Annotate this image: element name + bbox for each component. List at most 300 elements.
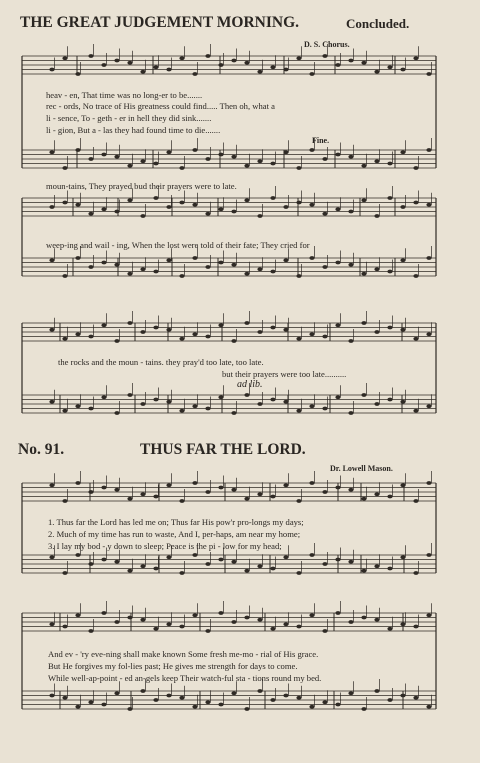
note-head [387, 627, 392, 631]
note-head [400, 400, 405, 404]
note-head [75, 148, 80, 152]
note-head [231, 210, 236, 214]
note-head [257, 214, 262, 218]
note-head [153, 627, 158, 631]
note-head [361, 164, 366, 168]
note-head [166, 694, 171, 698]
note-head [426, 705, 431, 709]
note-head [361, 393, 366, 397]
lyric-line: li - gion, But a - las they had found time to die....... [46, 125, 221, 135]
note-head [361, 321, 366, 325]
note-head [205, 265, 210, 269]
note-head [75, 404, 80, 408]
note-head [374, 330, 379, 334]
fine-marking: Fine. [312, 136, 330, 145]
note-head [413, 571, 418, 575]
note-head [244, 198, 249, 202]
note-head [218, 153, 223, 157]
note-head [49, 622, 54, 626]
note-head [283, 694, 288, 698]
note-head [114, 620, 119, 624]
note-head [244, 61, 249, 65]
note-head [361, 707, 366, 711]
note-head [296, 696, 301, 700]
note-head [179, 625, 184, 629]
note-head [413, 274, 418, 278]
note-head [348, 59, 353, 63]
note-head [218, 486, 223, 490]
lyric-line: moun-tains, They prayed bud their prayers were to late. [46, 181, 237, 191]
note-head [309, 481, 314, 485]
note-head [218, 323, 223, 327]
note-head [400, 205, 405, 209]
note-head [387, 398, 392, 402]
note-head [270, 398, 275, 402]
note-head [296, 274, 301, 278]
note-head [270, 495, 275, 499]
note-head [192, 481, 197, 485]
note-head [140, 214, 145, 218]
note-head [296, 409, 301, 413]
note-head [322, 54, 327, 58]
note-head [400, 555, 405, 559]
note-head [205, 407, 210, 411]
note-head [244, 616, 249, 620]
note-head [426, 553, 431, 557]
note-head [270, 162, 275, 166]
note-head [283, 205, 288, 209]
note-head [309, 705, 314, 709]
note-head [426, 72, 431, 76]
note-head [335, 486, 340, 490]
note-head [179, 337, 184, 341]
note-head [361, 198, 366, 202]
note-head [270, 196, 275, 200]
note-head [218, 703, 223, 707]
note-head [244, 321, 249, 325]
note-head [88, 700, 93, 704]
note-head [88, 54, 93, 58]
note-head [166, 205, 171, 209]
note-head [231, 59, 236, 63]
note-head [322, 157, 327, 161]
note-head [374, 618, 379, 622]
note-head [335, 323, 340, 327]
note-head [153, 65, 158, 69]
note-head [270, 65, 275, 69]
note-head [205, 562, 210, 566]
note-head [179, 409, 184, 413]
note-head [387, 698, 392, 702]
note-head [335, 153, 340, 157]
note-head [114, 59, 119, 63]
note-head [101, 558, 106, 562]
note-head [400, 150, 405, 154]
note-head [413, 166, 418, 170]
note-head [49, 400, 54, 404]
note-head [257, 618, 262, 622]
note-head [348, 155, 353, 159]
note-head [348, 488, 353, 492]
note-head [309, 613, 314, 617]
note-head [205, 629, 210, 633]
note-head [218, 261, 223, 265]
note-head [309, 148, 314, 152]
note-head [88, 562, 93, 566]
note-head [283, 483, 288, 487]
note-head [62, 499, 67, 503]
note-head [283, 400, 288, 404]
note-head [218, 558, 223, 562]
note-head [335, 63, 340, 67]
note-head [309, 553, 314, 557]
note-head [75, 553, 80, 557]
note-head [361, 61, 366, 65]
note-head [101, 261, 106, 265]
note-head [231, 155, 236, 159]
hymn-number: No. 91. [18, 441, 65, 458]
note-head [192, 613, 197, 617]
note-head [179, 499, 184, 503]
note-head [413, 337, 418, 341]
note-head [322, 562, 327, 566]
note-head [49, 483, 54, 487]
lyric-line: the rocks and the moun - tains. they pray'd too late, too late. [58, 357, 264, 367]
note-head [153, 270, 158, 274]
note-head [257, 492, 262, 496]
note-head [374, 564, 379, 568]
note-head [101, 703, 106, 707]
note-head [205, 54, 210, 58]
note-head [88, 407, 93, 411]
note-head [75, 332, 80, 336]
note-head [231, 488, 236, 492]
note-head [309, 332, 314, 336]
note-head [270, 698, 275, 702]
note-head [244, 164, 249, 168]
note-head [88, 490, 93, 494]
note-head [413, 499, 418, 503]
note-head [348, 210, 353, 214]
note-head [426, 332, 431, 336]
note-head [127, 569, 132, 573]
note-head [283, 258, 288, 262]
note-head [114, 560, 119, 564]
note-head [296, 625, 301, 629]
note-head [296, 499, 301, 503]
note-head [140, 330, 145, 334]
note-head [62, 571, 67, 575]
note-head [400, 328, 405, 332]
note-head [426, 203, 431, 207]
note-head [127, 61, 132, 65]
note-head [244, 272, 249, 276]
note-head [127, 616, 132, 620]
note-head [179, 274, 184, 278]
note-head [49, 694, 54, 698]
note-head [140, 564, 145, 568]
note-head [400, 483, 405, 487]
note-head [400, 68, 405, 72]
note-head [75, 203, 80, 207]
note-head [205, 700, 210, 704]
note-head [101, 323, 106, 327]
note-head [88, 335, 93, 339]
note-head [179, 56, 184, 60]
note-head [101, 207, 106, 211]
note-head [218, 611, 223, 615]
note-head [114, 411, 119, 415]
note-head [361, 569, 366, 573]
note-head [49, 328, 54, 332]
note-head [335, 207, 340, 211]
note-head [101, 611, 106, 615]
note-head [283, 68, 288, 72]
note-head [62, 625, 67, 629]
note-head [88, 629, 93, 633]
verse-line: 1. Thus far the Lord has led me on; Thus far His pow'r pro-longs my days; [48, 517, 304, 527]
note-head [374, 267, 379, 271]
lyric-line: but their prayers were too late.......... [222, 369, 347, 379]
note-head [153, 196, 158, 200]
verse-line: And ev - 'ry eve-ning shall make known Some fresh me-mo - rial of His grace. [48, 649, 319, 659]
note-head [75, 613, 80, 617]
note-head [244, 393, 249, 397]
note-head [179, 201, 184, 205]
note-head [374, 402, 379, 406]
note-head [374, 689, 379, 693]
note-head [257, 564, 262, 568]
note-head [114, 155, 119, 159]
note-head [322, 407, 327, 411]
note-head [166, 483, 171, 487]
note-head [62, 274, 67, 278]
note-head [127, 707, 132, 711]
note-head [153, 495, 158, 499]
note-head [62, 337, 67, 341]
note-head [309, 72, 314, 76]
note-head [166, 150, 171, 154]
note-head [75, 72, 80, 76]
note-head [49, 150, 54, 154]
note-head [49, 205, 54, 209]
note-head [114, 210, 119, 214]
note-head [426, 148, 431, 152]
note-head [140, 492, 145, 496]
note-head [114, 339, 119, 343]
note-head [192, 148, 197, 152]
note-head [166, 68, 171, 72]
note-head [257, 70, 262, 74]
note-head [166, 258, 171, 262]
note-head [400, 622, 405, 626]
note-head [140, 402, 145, 406]
lyric-line: heav - en, That time was no long-er to be....... [46, 90, 203, 100]
note-head [192, 203, 197, 207]
note-head [101, 395, 106, 399]
note-head [257, 402, 262, 406]
note-head [387, 495, 392, 499]
note-head [387, 162, 392, 166]
section-title: THE GREAT JUDGEMENT MORNING. [20, 14, 300, 31]
note-head [348, 560, 353, 564]
note-head [205, 490, 210, 494]
note-head [101, 63, 106, 67]
note-head [283, 150, 288, 154]
note-head [231, 263, 236, 267]
note-head [400, 258, 405, 262]
note-head [192, 256, 197, 260]
note-head [127, 198, 132, 202]
note-head [140, 159, 145, 163]
note-head [49, 555, 54, 559]
note-head [127, 393, 132, 397]
note-head [127, 164, 132, 168]
note-head [205, 212, 210, 216]
verse-line: While well-ap-point - ed an-gels keep Their watch-ful sta - tions round my bed. [48, 673, 322, 683]
note-head [244, 569, 249, 573]
note-head [387, 326, 392, 330]
note-head [361, 497, 366, 501]
note-head [296, 337, 301, 341]
note-head [114, 263, 119, 267]
note-head [374, 492, 379, 496]
note-head [114, 488, 119, 492]
note-head [322, 335, 327, 339]
note-head [127, 497, 132, 501]
note-head [374, 159, 379, 163]
note-head [361, 272, 366, 276]
note-head [75, 256, 80, 260]
note-head [62, 409, 67, 413]
note-head [296, 56, 301, 60]
note-head [270, 270, 275, 274]
note-head [218, 63, 223, 67]
note-head [387, 65, 392, 69]
note-head [322, 490, 327, 494]
note-head [309, 203, 314, 207]
ad-lib-marking: ad lib. [237, 379, 263, 390]
note-head [88, 265, 93, 269]
note-head [413, 409, 418, 413]
note-head [413, 625, 418, 629]
note-head [75, 481, 80, 485]
note-head [205, 157, 210, 161]
note-head [413, 696, 418, 700]
note-head [322, 700, 327, 704]
note-head [166, 328, 171, 332]
note-head [348, 620, 353, 624]
note-head [283, 622, 288, 626]
note-head [426, 256, 431, 260]
note-head [231, 411, 236, 415]
note-head [283, 555, 288, 559]
note-head [49, 68, 54, 72]
note-head [231, 620, 236, 624]
note-head [62, 56, 67, 60]
note-head [244, 497, 249, 501]
note-head [335, 703, 340, 707]
note-head [205, 335, 210, 339]
note-head [140, 689, 145, 693]
note-head [218, 207, 223, 211]
note-head [166, 622, 171, 626]
note-head [257, 330, 262, 334]
note-head [413, 56, 418, 60]
note-head [426, 613, 431, 617]
note-head [192, 404, 197, 408]
composer-credit: Dr. Lowell Mason. [330, 464, 393, 473]
note-head [335, 395, 340, 399]
note-head [231, 691, 236, 695]
concluded-label: Concluded. [346, 16, 410, 31]
note-head [361, 616, 366, 620]
note-head [257, 689, 262, 693]
note-head [374, 214, 379, 218]
ds-chorus-marking: D. S. Chorus. [304, 40, 350, 49]
note-head [296, 166, 301, 170]
note-head [348, 411, 353, 415]
note-head [322, 212, 327, 216]
note-head [75, 705, 80, 709]
note-head [88, 157, 93, 161]
note-head [140, 618, 145, 622]
note-head [62, 201, 67, 205]
note-head [179, 571, 184, 575]
note-head [257, 267, 262, 271]
note-head [127, 272, 132, 276]
note-head [153, 698, 158, 702]
note-head [166, 400, 171, 404]
note-head [101, 153, 106, 157]
note-head [270, 326, 275, 330]
note-head [270, 627, 275, 631]
note-head [400, 694, 405, 698]
note-head [179, 166, 184, 170]
note-head [335, 261, 340, 265]
note-head [387, 270, 392, 274]
hymn-title: THUS FAR THE LORD. [140, 441, 306, 458]
note-head [179, 696, 184, 700]
note-head [166, 555, 171, 559]
note-head [270, 567, 275, 571]
note-head [153, 162, 158, 166]
note-head [296, 571, 301, 575]
note-head [231, 560, 236, 564]
note-head [348, 691, 353, 695]
note-head [101, 486, 106, 490]
note-head [413, 201, 418, 205]
note-head [127, 321, 132, 325]
note-head [192, 553, 197, 557]
note-head [257, 159, 262, 163]
note-head [309, 256, 314, 260]
lyric-line: li - sence, To - geth - er in hell they did sink....... [46, 113, 212, 123]
note-head [153, 567, 158, 571]
note-head [192, 705, 197, 709]
note-head [322, 265, 327, 269]
note-head [322, 629, 327, 633]
note-head [88, 212, 93, 216]
note-head [62, 696, 67, 700]
note-head [335, 558, 340, 562]
note-head [192, 72, 197, 76]
verse-line: 2. Much of my time has run to waste, And I, per-haps, am near my home; [48, 529, 301, 539]
note-head [231, 339, 236, 343]
note-head [348, 263, 353, 267]
note-head [153, 326, 158, 330]
note-head [283, 328, 288, 332]
